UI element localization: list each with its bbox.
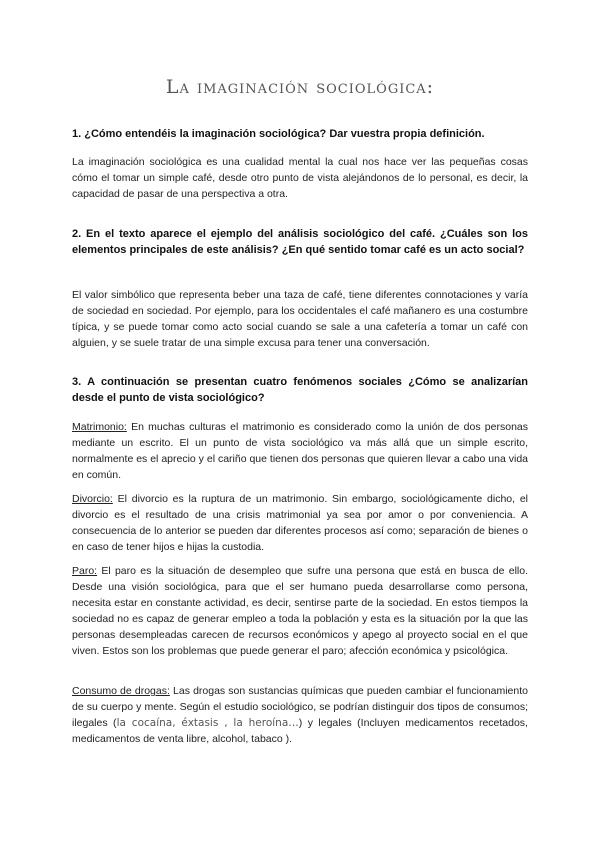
term-paro: Paro:: [72, 565, 98, 577]
page-title: La imaginación sociológica:: [165, 76, 435, 98]
text-matrimonio: En muchas culturas el matrimonio es considerado como la unión de dos personas mediante un escrito. El un punto de vista sociológico va más allá que un simple escrito, normalmente es el aprecio y el cariño que tienen dos personas que quieren llevar a cabo una vida en común.: [72, 421, 528, 481]
question-1: 1. ¿Cómo entendéis la imaginación sociológica? Dar vuestra propia definición.: [72, 128, 485, 140]
paragraph-matrimonio: [72, 419, 528, 483]
paragraph-divorcio: [72, 491, 528, 555]
paragraph-drogas: [72, 683, 528, 747]
text-drogas-after: ) y legales (Incluyen medicamentos recetados, medicamentos de venta libre, alcohol, tabaco ).: [72, 717, 528, 745]
question-2: 2. En el texto aparece el ejemplo del análisis sociológico del café. ¿Cuáles son los elementos principales de este análisis? ¿En qué sentido tomar café es un acto social?: [72, 228, 528, 256]
term-divorcio: Divorcio:: [72, 493, 113, 505]
term-matrimonio: Matrimonio:: [72, 421, 127, 433]
text-divorcio: El divorcio es la ruptura de un matrimonio. Sin embargo, sociológicamente dicho, el divorcio es el resultado de una crisis matrimonial ya sea por amor o por conveniencia. A consecuencia de lo anterior se pueden dar diferentes procesos así como; separación de bienes o en caso de tener hijos e hijas la custodia.: [72, 493, 528, 553]
question-3: 3. A continuación se presentan cuatro fenómenos sociales ¿Cómo se analizarían desde el punto de vista sociológico?: [72, 376, 528, 404]
text-paro: El paro es la situación de desempleo que sufre una persona que está en busca de ello. Desde una visión sociológica, para que el ser humano pueda desarrollarse como persona, necesita estar en constante actividad, es decir, sentirse parte de la sociedad. En estos tiempos la sociedad no es capaz de generar empleo a toda la población y esta es la situación por la que las personas desempleadas carecen de recursos económicos y apego al proyecto social en el que viven. Estos son los problemas que puede generar el paro; afección económica y psicológica.: [72, 565, 528, 657]
text-drogas-before: Las drogas son sustancias químicas que pueden cambiar el funcionamiento de su cuerpo y mente. Según el estudio sociológico, se podrían distinguir dos tipos de consumos; ilegales (: [72, 685, 528, 729]
answer-1: La imaginación sociológica es una cualidad mental la cual nos hace ver las pequeñas cosas cómo el tomar un simple café, desde otro punto de vista alejándonos de lo personal, es decir, la capacidad de pasar de una perspectiva a otra.: [72, 156, 528, 200]
term-drogas: Consumo de drogas:: [72, 685, 170, 697]
answer-2: El valor simbólico que representa beber una taza de café, tiene diferentes connotaciones y varía de sociedad en sociedad. Por ejemplo, para los occidentales el café mañanero es una costumbre típica, y se puede tomar como acto social cuando se sale a una cafetería a tomar un café con alguien, y se suele tratar de una simple excusa para tener una conversación.: [72, 289, 528, 349]
text-drogas-examples: la cocaína, éxtasis , la heroína…: [116, 717, 299, 729]
paragraph-paro: [72, 563, 528, 659]
